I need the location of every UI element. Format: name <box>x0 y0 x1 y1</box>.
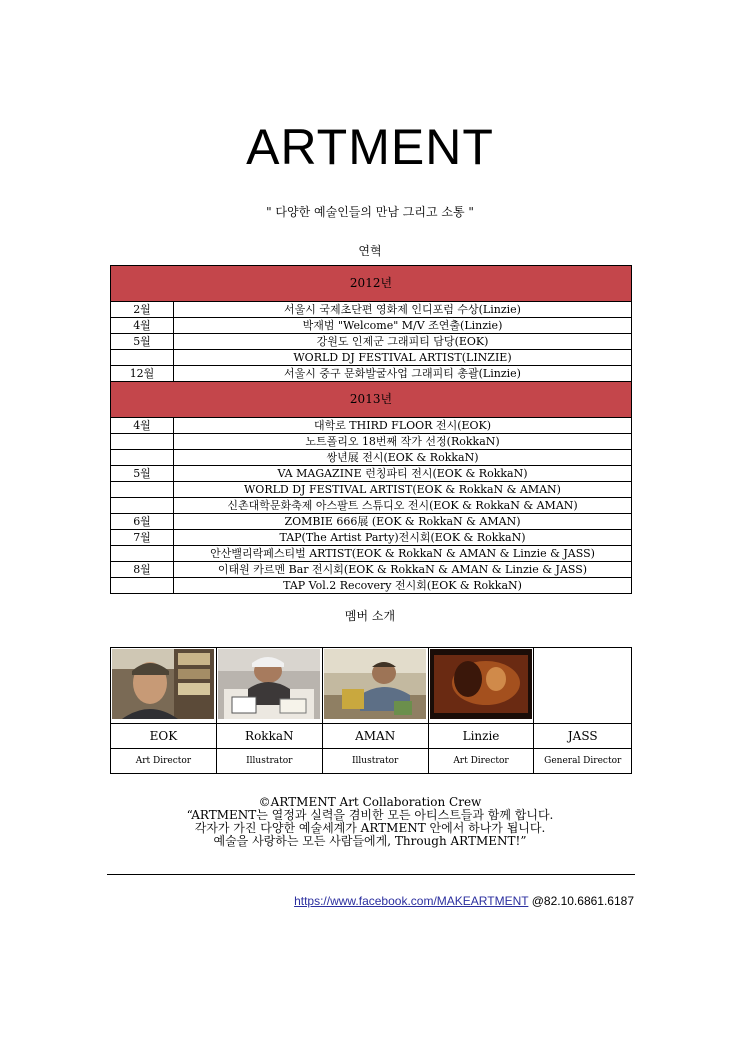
history-table-body <box>111 266 632 594</box>
member-name: EOK <box>111 724 217 749</box>
member-role: Illustrator <box>216 749 322 774</box>
history-event: 서울시 국제초단편 영화제 인디포럼 수상(Linzie) <box>174 302 632 318</box>
history-row <box>111 366 632 382</box>
member-name: RokkaN <box>216 724 322 749</box>
facebook-link[interactable]: https://www.facebook.com/MAKEARTMENT <box>294 894 529 908</box>
history-row <box>111 498 632 514</box>
history-month: 12월 <box>111 366 174 382</box>
history-month <box>111 450 174 466</box>
year-label: 2013년 <box>111 382 632 418</box>
history-month <box>111 546 174 562</box>
history-event: TAP Vol.2 Recovery 전시회(EOK & RokkaN) <box>174 578 632 594</box>
history-event: 강원도 인제군 그래피티 담당(EOK) <box>174 334 632 350</box>
member-role: Art Director <box>428 749 534 774</box>
history-row <box>111 514 632 530</box>
history-row <box>111 450 632 466</box>
history-event: 쌍년展 전시(EOK & RokkaN) <box>174 450 632 466</box>
history-month: 2월 <box>111 302 174 318</box>
tagline: " 다양한 예술인들의 만남 그리고 소통 " <box>266 205 474 219</box>
member-role: General Director <box>534 749 632 774</box>
history-month: 7월 <box>111 530 174 546</box>
member-photo-cell <box>534 648 632 724</box>
history-month <box>111 434 174 450</box>
members-table <box>110 647 632 774</box>
credit-block <box>0 796 740 848</box>
member-photo-cell <box>216 648 322 724</box>
member-name-row <box>111 724 632 749</box>
credit-line: 각자가 가진 다양한 예술세계가 ARTMENT 안에서 하나가 됩니다. <box>194 821 546 835</box>
credit-line: ©ARTMENT Art Collaboration Crew <box>258 795 482 809</box>
year-label: 2012년 <box>111 266 632 302</box>
year-header-row <box>111 382 632 418</box>
member-role: Art Director <box>111 749 217 774</box>
year-header-row <box>111 266 632 302</box>
history-row <box>111 434 632 450</box>
history-month: 8월 <box>111 562 174 578</box>
history-row <box>111 318 632 334</box>
history-event: TAP(The Artist Party)전시회(EOK & RokkaN) <box>174 530 632 546</box>
history-event: 신촌대학문화축제 아스팔트 스튜디오 전시(EOK & RokkaN & AMAN) <box>174 498 632 514</box>
history-row <box>111 578 632 594</box>
history-event: 박재범 "Welcome" M/V 조연출(Linzie) <box>174 318 632 334</box>
history-month: 5월 <box>111 334 174 350</box>
member-photo-row <box>111 648 632 724</box>
member-photo-cell <box>111 648 217 724</box>
phone-number: @82.10.6861.6187 <box>531 894 634 908</box>
history-month: 4월 <box>111 418 174 434</box>
history-month: 4월 <box>111 318 174 334</box>
divider <box>107 874 635 875</box>
credit-line: 예술을 사랑하는 모든 사람들에게, Through ARTMENT!” <box>213 834 527 848</box>
history-event: VA MAGAZINE 런칭파티 전시(EOK & RokkaN) <box>174 466 632 482</box>
member-name: Linzie <box>428 724 534 749</box>
member-photo-aman <box>324 649 426 719</box>
history-event: 노트폴리오 18번째 작가 선정(RokkaN) <box>174 434 632 450</box>
member-role-row <box>111 749 632 774</box>
history-event: WORLD DJ FESTIVAL ARTIST(LINZIE) <box>174 350 632 366</box>
member-photo-linzie <box>430 649 532 719</box>
history-heading: 연혁 <box>358 244 382 258</box>
member-photo-cell <box>428 648 534 724</box>
history-row <box>111 302 632 318</box>
history-row <box>111 334 632 350</box>
history-month <box>111 350 174 366</box>
member-name: JASS <box>534 724 632 749</box>
history-month <box>111 578 174 594</box>
history-event: 이태원 카르멘 Bar 전시회(EOK & RokkaN & AMAN & Linzie & JASS) <box>174 562 632 578</box>
history-month: 6월 <box>111 514 174 530</box>
history-month: 5월 <box>111 466 174 482</box>
history-row <box>111 466 632 482</box>
history-row <box>111 546 632 562</box>
history-month <box>111 482 174 498</box>
history-event: 대학로 THIRD FLOOR 전시(EOK) <box>174 418 632 434</box>
members-heading: 멤버 소개 <box>344 609 396 623</box>
member-photo-cell <box>322 648 428 724</box>
history-row <box>111 418 632 434</box>
member-role: Illustrator <box>322 749 428 774</box>
member-photo-eok <box>112 649 214 719</box>
history-row <box>111 482 632 498</box>
credit-line: “ARTMENT는 열정과 실력을 겸비한 모든 아티스트들과 함께 합니다. <box>186 808 554 822</box>
member-name: AMAN <box>322 724 428 749</box>
page-title: ARTMENT <box>246 119 494 175</box>
history-month <box>111 498 174 514</box>
history-row <box>111 562 632 578</box>
history-event: ZOMBIE 666展 (EOK & RokkaN & AMAN) <box>174 514 632 530</box>
contact-line <box>294 894 634 908</box>
member-photo-rokkan <box>218 649 320 719</box>
history-row <box>111 530 632 546</box>
history-table <box>110 265 632 594</box>
history-event: 안산밸리락페스티벌 ARTIST(EOK & RokkaN & AMAN & Linzie & JASS) <box>174 546 632 562</box>
history-event: WORLD DJ FESTIVAL ARTIST(EOK & RokkaN & AMAN) <box>174 482 632 498</box>
history-row <box>111 350 632 366</box>
history-event: 서울시 중구 문화발굴사업 그래피티 총괄(Linzie) <box>174 366 632 382</box>
